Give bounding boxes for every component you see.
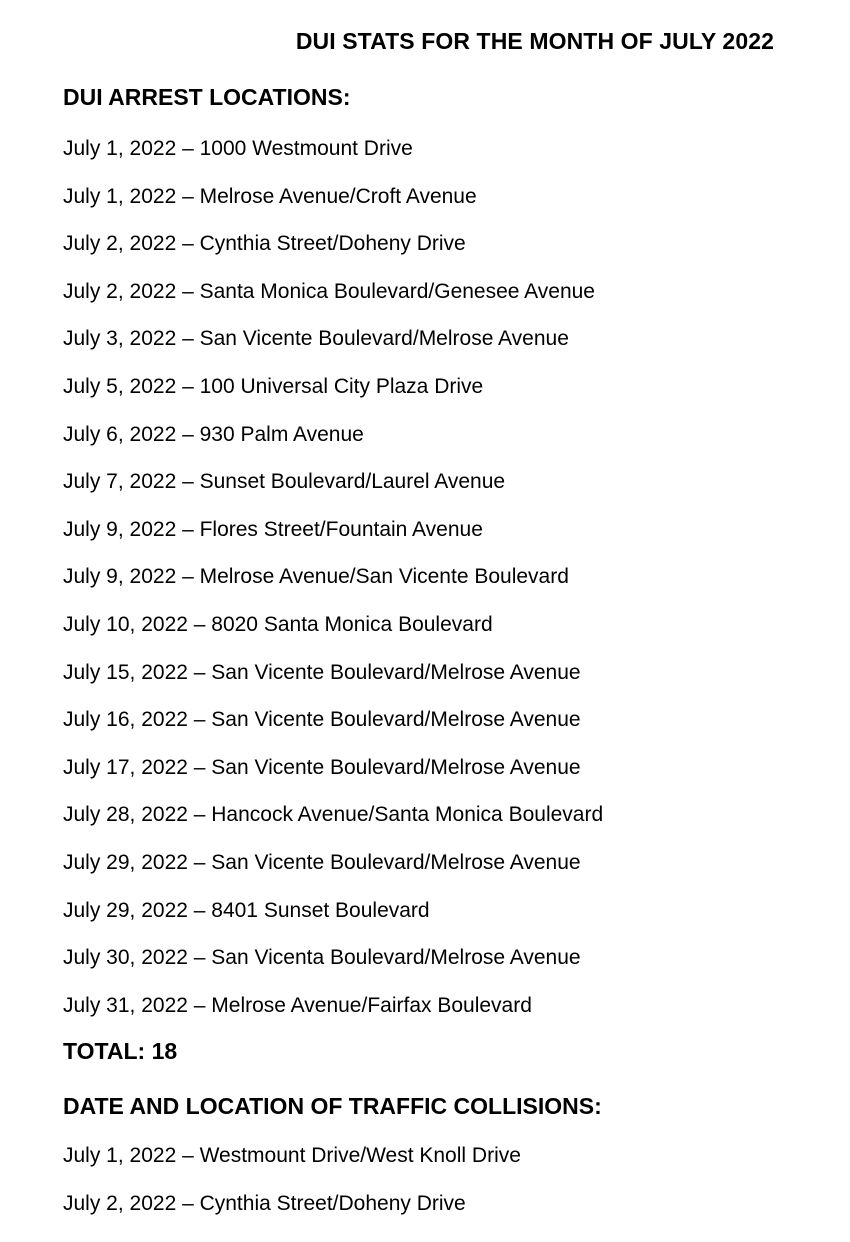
list-item: July 30, 2022 – San Vicenta Boulevard/Melrose Avenue	[63, 946, 581, 970]
collisions-section	[63, 1091, 823, 1236]
dui-arrest-list	[63, 134, 823, 1038]
list-item: July 6, 2022 – 930 Palm Avenue	[63, 422, 364, 446]
list-item: July 9, 2022 – Melrose Avenue/San Vicente Boulevard	[63, 565, 569, 589]
list-item: July 31, 2022 – Melrose Avenue/Fairfax Boulevard	[63, 993, 532, 1017]
collisions-heading: DATE AND LOCATION OF TRAFFIC COLLISIONS:	[63, 1093, 602, 1119]
list-item: July 28, 2022 – Hancock Avenue/Santa Monica Boulevard	[63, 803, 604, 827]
list-item: July 15, 2022 – San Vicente Boulevard/Melrose Avenue	[63, 660, 581, 684]
collisions-list	[63, 1141, 823, 1236]
list-item: July 7, 2022 – Sunset Boulevard/Laurel Avenue	[63, 470, 506, 494]
dui-arrest-total: TOTAL: 18	[63, 1038, 178, 1064]
list-item: July 1, 2022 – 1000 Westmount Drive	[63, 137, 413, 160]
list-item: July 9, 2022 – Flores Street/Fountain Avenue	[63, 517, 483, 541]
dui-arrest-section	[63, 82, 823, 1038]
list-item: July 2, 2022 – Santa Monica Boulevard/Genesee Avenue	[63, 279, 595, 303]
list-item: July 2, 2022 – Cynthia Street/Doheny Drive	[63, 232, 466, 256]
dui-arrest-heading: DUI ARREST LOCATIONS:	[63, 84, 351, 110]
list-item: July 29, 2022 – 8401 Sunset Boulevard	[63, 898, 430, 922]
list-item: July 3, 2022 – San Vicente Boulevard/Melrose Avenue	[63, 327, 569, 351]
list-item: July 10, 2022 – 8020 Santa Monica Boulevard	[63, 612, 493, 636]
list-item: July 1, 2022 – Melrose Avenue/Croft Avenue	[63, 184, 477, 208]
list-item: July 5, 2022 – 100 Universal City Plaza Drive	[63, 374, 484, 398]
list-item: July 16, 2022 – San Vicente Boulevard/Melrose Avenue	[63, 708, 581, 732]
list-item: July 17, 2022 – San Vicente Boulevard/Melrose Avenue	[63, 755, 581, 779]
list-item: July 1, 2022 – Westmount Drive/West Knoll Drive	[63, 1144, 521, 1167]
list-item: July 29, 2022 – San Vicente Boulevard/Melrose Avenue	[63, 850, 581, 874]
list-item: July 2, 2022 – Cynthia Street/Doheny Drive	[63, 1191, 466, 1215]
document-title: DUI STATS FOR THE MONTH OF JULY 2022	[295, 28, 774, 54]
